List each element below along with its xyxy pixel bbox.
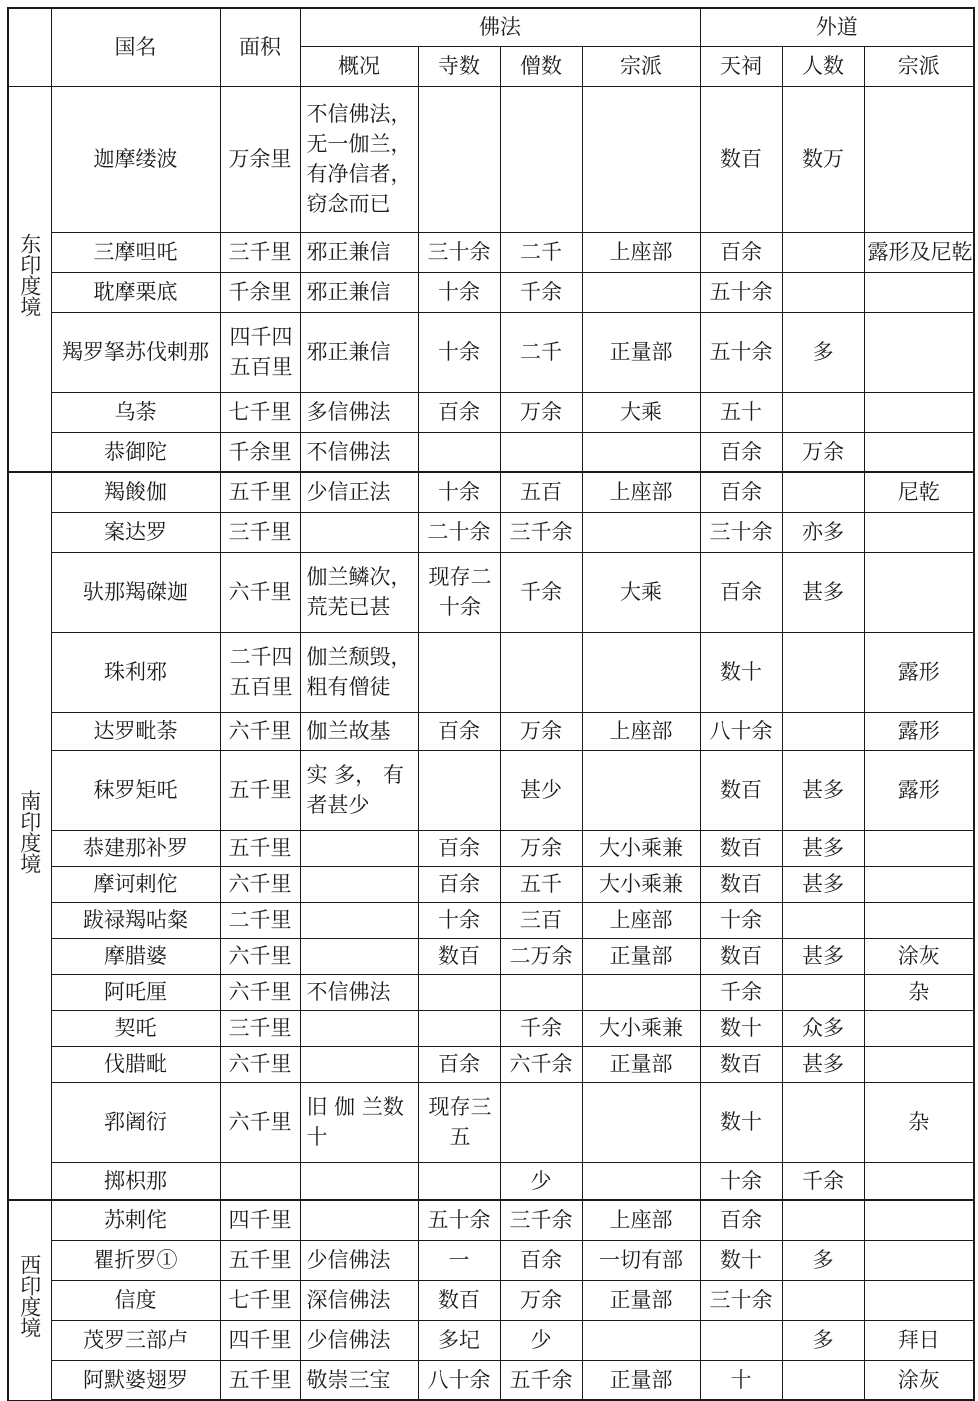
cell-temples [418, 1010, 500, 1046]
header-sect: 宗派 [582, 46, 700, 86]
cell-deva: 数百 [700, 750, 782, 830]
cell-monks [500, 86, 582, 232]
cell-monks: 甚少 [500, 750, 582, 830]
cell-name: 苏剌侘 [51, 1200, 220, 1240]
cell-monks: 三千余 [500, 1200, 582, 1240]
cell-overview: 敬崇三宝 [300, 1360, 418, 1400]
cell-deva: 千余 [700, 974, 782, 1010]
cell-sect: 大小乘兼 [582, 830, 700, 866]
cell-followers: 甚多 [782, 830, 864, 866]
cell-temples: 十余 [418, 312, 500, 392]
cell-overview: 邪正兼信 [300, 312, 418, 392]
cell-osect: 杂 [864, 974, 974, 1010]
cell-sect [582, 632, 700, 712]
cell-followers: 甚多 [782, 1046, 864, 1082]
table-row [8, 432, 974, 472]
cell-followers [782, 632, 864, 712]
cell-monks: 二千 [500, 232, 582, 272]
cell-sect: 正量部 [582, 1360, 700, 1400]
table-row [8, 392, 974, 432]
cell-area: 六千里 [220, 1046, 300, 1082]
cell-osect: 露形 [864, 750, 974, 830]
cell-overview: 邪正兼信 [300, 232, 418, 272]
table-row [8, 1320, 974, 1360]
table-row [8, 312, 974, 392]
cell-overview: 不信佛法，无一伽兰，有净信者，窃念而已 [300, 86, 418, 232]
table-row [8, 750, 974, 830]
table-row [8, 512, 974, 552]
cell-deva: 十余 [700, 1162, 782, 1200]
cell-sect [582, 974, 700, 1010]
table-row [8, 1082, 974, 1162]
cell-deva: 三十余 [700, 1280, 782, 1320]
cell-temples: 五十余 [418, 1200, 500, 1240]
cell-osect [864, 512, 974, 552]
cell-name: 跋禄羯呫粲 [51, 902, 220, 938]
cell-overview: 伽兰颓毁，粗有僧徒 [300, 632, 418, 712]
cell-deva: 八十余 [700, 712, 782, 750]
cell-followers [782, 902, 864, 938]
table-row [8, 632, 974, 712]
cell-area: 四千里 [220, 1320, 300, 1360]
cell-area: 千余里 [220, 272, 300, 312]
cell-sect: 上座部 [582, 1200, 700, 1240]
cell-overview [300, 1162, 418, 1200]
cell-osect [864, 312, 974, 392]
table-row [8, 1280, 974, 1320]
cell-area: 七千里 [220, 392, 300, 432]
cell-osect [864, 866, 974, 902]
cell-sect [582, 86, 700, 232]
cell-followers [782, 1082, 864, 1162]
table-row [8, 86, 974, 232]
cell-area: 六千里 [220, 1082, 300, 1162]
cell-monks: 千余 [500, 1010, 582, 1046]
cell-overview: 深信佛法 [300, 1280, 418, 1320]
cell-temples: 三十余 [418, 232, 500, 272]
header-deva-temples: 天祠 [700, 46, 782, 86]
header-outside-sect: 宗派 [864, 46, 974, 86]
cell-deva: 数百 [700, 938, 782, 974]
cell-temples: 十余 [418, 272, 500, 312]
cell-sect [582, 1162, 700, 1200]
cell-deva: 数百 [700, 866, 782, 902]
cell-overview: 伽兰鳞次，荒芜已甚 [300, 552, 418, 632]
table-body [8, 86, 974, 1400]
cell-name: 契吒 [51, 1010, 220, 1046]
header-buddhism: 佛法 [300, 8, 700, 46]
cell-name: 案达罗 [51, 512, 220, 552]
region-label-text: 西印度境 [17, 1254, 42, 1339]
cell-name: 迦摩缕波 [51, 86, 220, 232]
cell-area: 六千里 [220, 552, 300, 632]
cell-monks [500, 432, 582, 472]
cell-deva: 五十 [700, 392, 782, 432]
cell-temples [418, 86, 500, 232]
cell-sect: 大小乘兼 [582, 1010, 700, 1046]
cell-area: 三千里 [220, 512, 300, 552]
cell-osect [864, 1162, 974, 1200]
cell-name: 伐腊毗 [51, 1046, 220, 1082]
cell-name: 秣罗矩吒 [51, 750, 220, 830]
cell-followers: 多 [782, 1320, 864, 1360]
cell-name: 驮那羯磔迦 [51, 552, 220, 632]
cell-overview [300, 830, 418, 866]
region-label-text: 东印度境 [17, 232, 42, 317]
cell-name: 茂罗三部卢 [51, 1320, 220, 1360]
cell-deva: 百余 [700, 552, 782, 632]
cell-deva: 百余 [700, 232, 782, 272]
cell-area: 五千里 [220, 830, 300, 866]
cell-temples: 二十余 [418, 512, 500, 552]
cell-area: 五千里 [220, 472, 300, 512]
cell-followers: 甚多 [782, 750, 864, 830]
cell-area [220, 1162, 300, 1200]
cell-overview: 多信佛法 [300, 392, 418, 432]
cell-area: 六千里 [220, 866, 300, 902]
cell-sect [582, 1082, 700, 1162]
cell-osect [864, 902, 974, 938]
cell-sect: 正量部 [582, 1280, 700, 1320]
table-row [8, 830, 974, 866]
cell-overview: 少信正法 [300, 472, 418, 512]
cell-osect [864, 1010, 974, 1046]
cell-monks [500, 1082, 582, 1162]
cell-deva: 十余 [700, 902, 782, 938]
cell-osect: 拜日 [864, 1320, 974, 1360]
cell-monks [500, 632, 582, 712]
cell-deva: 数十 [700, 632, 782, 712]
cell-sect [582, 432, 700, 472]
cell-osect [864, 1046, 974, 1082]
cell-temples [418, 974, 500, 1010]
buddhism-statistics-table [7, 7, 975, 1401]
cell-sect: 正量部 [582, 312, 700, 392]
cell-area: 万余里 [220, 86, 300, 232]
cell-sect [582, 1320, 700, 1360]
cell-osect: 尼乾 [864, 472, 974, 512]
cell-name: 瞿折罗① [51, 1240, 220, 1280]
cell-overview: 邪正兼信 [300, 272, 418, 312]
cell-followers [782, 1280, 864, 1320]
cell-monks: 少 [500, 1320, 582, 1360]
cell-osect: 杂 [864, 1082, 974, 1162]
cell-followers: 数万 [782, 86, 864, 232]
table-row [8, 472, 974, 512]
cell-overview: 旧 伽 兰数十 [300, 1082, 418, 1162]
cell-deva: 数十 [700, 1240, 782, 1280]
cell-deva: 五十余 [700, 272, 782, 312]
table-row [8, 1010, 974, 1046]
cell-followers [782, 272, 864, 312]
cell-osect [864, 830, 974, 866]
cell-area: 四千四五百里 [220, 312, 300, 392]
cell-monks: 万余 [500, 830, 582, 866]
cell-overview: 少信佛法 [300, 1240, 418, 1280]
cell-sect: 大乘 [582, 552, 700, 632]
table-row [8, 552, 974, 632]
cell-monks: 千余 [500, 272, 582, 312]
table-row [8, 712, 974, 750]
cell-temples: 百余 [418, 866, 500, 902]
cell-area: 六千里 [220, 712, 300, 750]
cell-temples: 百余 [418, 830, 500, 866]
cell-temples: 数百 [418, 1280, 500, 1320]
cell-followers [782, 1200, 864, 1240]
cell-sect: 正量部 [582, 1046, 700, 1082]
header-name: 国名 [51, 8, 220, 86]
region-label-text: 南印度境 [17, 790, 42, 874]
cell-followers: 多 [782, 1240, 864, 1280]
cell-osect: 涂灰 [864, 938, 974, 974]
cell-deva: 百余 [700, 432, 782, 472]
cell-temples: 八十余 [418, 1360, 500, 1400]
cell-name: 珠利邪 [51, 632, 220, 712]
cell-osect [864, 392, 974, 432]
cell-area: 二千四五百里 [220, 632, 300, 712]
table-row [8, 938, 974, 974]
table-row [8, 1162, 974, 1200]
cell-temples [418, 632, 500, 712]
table-row [8, 272, 974, 312]
cell-sect: 大小乘兼 [582, 866, 700, 902]
cell-area: 七千里 [220, 1280, 300, 1320]
cell-temples [418, 1162, 500, 1200]
cell-osect [864, 86, 974, 232]
cell-temples [418, 432, 500, 472]
cell-name: 三摩呾吒 [51, 232, 220, 272]
cell-name: 掷枳那 [51, 1162, 220, 1200]
cell-sect: 正量部 [582, 938, 700, 974]
table-row [8, 1046, 974, 1082]
cell-osect [864, 272, 974, 312]
cell-sect: 上座部 [582, 232, 700, 272]
cell-overview [300, 902, 418, 938]
cell-sect: 一切有部 [582, 1240, 700, 1280]
table-row [8, 974, 974, 1010]
cell-followers [782, 472, 864, 512]
cell-temples: 数百 [418, 938, 500, 974]
cell-deva: 数百 [700, 830, 782, 866]
cell-name: 信度 [51, 1280, 220, 1320]
cell-overview: 伽兰故基 [300, 712, 418, 750]
cell-deva: 百余 [700, 1200, 782, 1240]
cell-followers [782, 1360, 864, 1400]
cell-followers: 千余 [782, 1162, 864, 1200]
cell-name: 摩诃剌佗 [51, 866, 220, 902]
cell-osect: 露形 [864, 712, 974, 750]
cell-monks: 二万余 [500, 938, 582, 974]
table-row [8, 232, 974, 272]
cell-deva: 五十余 [700, 312, 782, 392]
cell-monks: 三百 [500, 902, 582, 938]
cell-area: 五千里 [220, 750, 300, 830]
cell-overview: 少信佛法 [300, 1320, 418, 1360]
cell-temples: 十余 [418, 472, 500, 512]
cell-followers [782, 712, 864, 750]
cell-overview [300, 866, 418, 902]
cell-name: 郛阇衍 [51, 1082, 220, 1162]
cell-temples: 十余 [418, 902, 500, 938]
cell-deva: 数十 [700, 1010, 782, 1046]
cell-osect [864, 432, 974, 472]
cell-sect: 上座部 [582, 902, 700, 938]
cell-sect: 上座部 [582, 472, 700, 512]
cell-monks: 万余 [500, 712, 582, 750]
cell-monks: 万余 [500, 1280, 582, 1320]
table-row [8, 902, 974, 938]
cell-deva: 三十余 [700, 512, 782, 552]
header-monks: 僧数 [500, 46, 582, 86]
cell-sect [582, 512, 700, 552]
region-label [8, 86, 51, 472]
cell-area: 千余里 [220, 432, 300, 472]
cell-sect: 大乘 [582, 392, 700, 432]
cell-temples: 百余 [418, 1046, 500, 1082]
cell-temples: 现存三五 [418, 1082, 500, 1162]
cell-name: 阿默婆翅罗 [51, 1360, 220, 1400]
header-followers: 人数 [782, 46, 864, 86]
cell-sect [582, 750, 700, 830]
cell-area: 五千里 [220, 1360, 300, 1400]
header-region-corner [8, 8, 51, 86]
cell-name: 达罗毗荼 [51, 712, 220, 750]
header-area: 面积 [220, 8, 300, 86]
cell-name: 耽摩栗底 [51, 272, 220, 312]
cell-followers: 甚多 [782, 866, 864, 902]
cell-name: 摩腊婆 [51, 938, 220, 974]
cell-osect [864, 1280, 974, 1320]
cell-sect [582, 272, 700, 312]
header-temples: 寺数 [418, 46, 500, 86]
cell-temples: 百余 [418, 392, 500, 432]
cell-area: 四千里 [220, 1200, 300, 1240]
cell-temples: 现存二十余 [418, 552, 500, 632]
cell-monks: 二千 [500, 312, 582, 392]
cell-area: 六千里 [220, 974, 300, 1010]
cell-osect: 露形 [864, 632, 974, 712]
cell-name: 乌荼 [51, 392, 220, 432]
cell-followers: 众多 [782, 1010, 864, 1046]
cell-osect [864, 1240, 974, 1280]
cell-name: 羯罗拏苏伐剌那 [51, 312, 220, 392]
cell-temples [418, 750, 500, 830]
cell-deva [700, 1320, 782, 1360]
table-row [8, 1240, 974, 1280]
cell-name: 恭御陀 [51, 432, 220, 472]
cell-monks: 千余 [500, 552, 582, 632]
cell-deva: 数百 [700, 86, 782, 232]
cell-overview: 不信佛法 [300, 974, 418, 1010]
cell-name: 阿吒厘 [51, 974, 220, 1010]
cell-followers [782, 974, 864, 1010]
cell-followers: 多 [782, 312, 864, 392]
cell-deva: 数十 [700, 1082, 782, 1162]
cell-area: 二千里 [220, 902, 300, 938]
cell-temples: 多圮 [418, 1320, 500, 1360]
cell-overview [300, 938, 418, 974]
cell-followers [782, 392, 864, 432]
cell-monks: 三千余 [500, 512, 582, 552]
header-overview: 概况 [300, 46, 418, 86]
cell-monks: 五千 [500, 866, 582, 902]
region-label [8, 1200, 51, 1400]
cell-overview [300, 1046, 418, 1082]
cell-temples: 百余 [418, 712, 500, 750]
cell-monks [500, 974, 582, 1010]
table-row [8, 1200, 974, 1240]
region-label [8, 472, 51, 1200]
cell-name: 恭建那补罗 [51, 830, 220, 866]
cell-monks: 百余 [500, 1240, 582, 1280]
cell-followers: 亦多 [782, 512, 864, 552]
cell-overview: 实 多， 有者甚少 [300, 750, 418, 830]
cell-overview [300, 1010, 418, 1046]
table-row [8, 1360, 974, 1400]
table-row [8, 866, 974, 902]
cell-osect [864, 1200, 974, 1240]
cell-deva: 数百 [700, 1046, 782, 1082]
cell-overview [300, 1200, 418, 1240]
cell-area: 三千里 [220, 232, 300, 272]
cell-osect [864, 552, 974, 632]
cell-monks: 少 [500, 1162, 582, 1200]
header-outside: 外道 [700, 8, 974, 46]
cell-followers [782, 232, 864, 272]
cell-name: 羯餕伽 [51, 472, 220, 512]
cell-monks: 万余 [500, 392, 582, 432]
cell-deva: 百余 [700, 472, 782, 512]
cell-osect: 涂灰 [864, 1360, 974, 1400]
cell-followers: 万余 [782, 432, 864, 472]
cell-monks: 六千余 [500, 1046, 582, 1082]
cell-osect: 露形及尼乾 [864, 232, 974, 272]
cell-sect: 上座部 [582, 712, 700, 750]
cell-deva: 十 [700, 1360, 782, 1400]
cell-monks: 五百 [500, 472, 582, 512]
cell-temples: 一 [418, 1240, 500, 1280]
cell-overview: 不信佛法 [300, 432, 418, 472]
cell-overview [300, 512, 418, 552]
cell-area: 六千里 [220, 938, 300, 974]
cell-followers: 甚多 [782, 938, 864, 974]
cell-monks: 五千余 [500, 1360, 582, 1400]
cell-followers: 甚多 [782, 552, 864, 632]
cell-area: 三千里 [220, 1010, 300, 1046]
cell-area: 五千里 [220, 1240, 300, 1280]
